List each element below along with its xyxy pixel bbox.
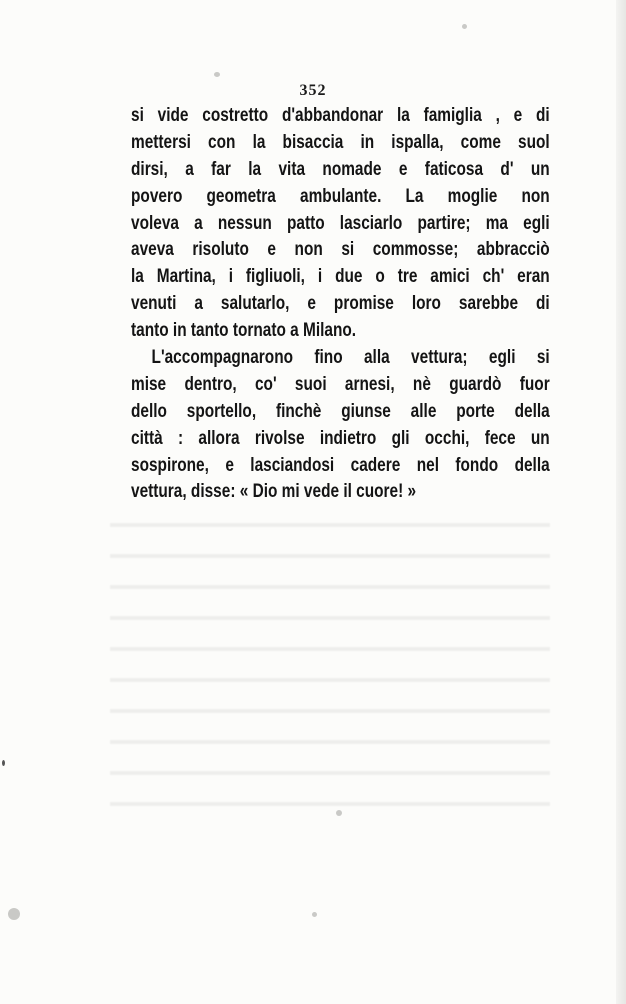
body-text: [131, 102, 549, 505]
text-line: povero geometra ambulante. La moglie non: [131, 184, 550, 207]
text-line: la Martina, i figliuoli, i due o tre amici ch' eran: [131, 265, 550, 288]
text-line: mise dentro, co' suoi arnesi, nè guardò fuor: [131, 372, 550, 395]
text-line: tanto in tanto tornato a Milano.: [131, 319, 357, 342]
text-line: si vide costretto d'abbandonar la famiglia , e di: [131, 104, 550, 126]
text-line: L'accompagnarono fino alla vettura; egli si: [151, 346, 550, 369]
text-line: dirsi, a far la vita nomade e faticosa d' un: [131, 157, 550, 180]
paper-speck: [2, 760, 5, 766]
text-line: voleva a nessun patto lasciarlo partire; ma egli: [131, 211, 550, 234]
text-line: aveva risoluto e non si commosse; abbracciò: [131, 238, 550, 261]
page-edge-shadow: [616, 0, 626, 1004]
paper-speck: [8, 908, 20, 920]
paper-speck: [214, 72, 220, 77]
text-line: città : allora rivolse indietro gli occhi, fece un: [131, 426, 550, 449]
paper-speck: [462, 24, 467, 29]
paper-speck: [336, 810, 342, 816]
paper-speck: [312, 912, 317, 917]
text-line: mettersi con la bisaccia in ispalla, come suol: [131, 130, 550, 153]
page-number: 352: [299, 82, 327, 99]
text-line: sospirone, e lasciandosi cadere nel fondo della: [131, 453, 550, 476]
paragraph: [131, 102, 549, 344]
text-line: venuti a salutarlo, e promise loro sarebbe di: [131, 292, 550, 315]
paragraph: [131, 344, 549, 505]
show-through-text: [110, 505, 550, 825]
text-line: vettura, disse: « Dio mi vede il cuore! »: [131, 480, 417, 503]
text-line: dello sportello, finchè giunse alle porte della: [131, 399, 550, 422]
